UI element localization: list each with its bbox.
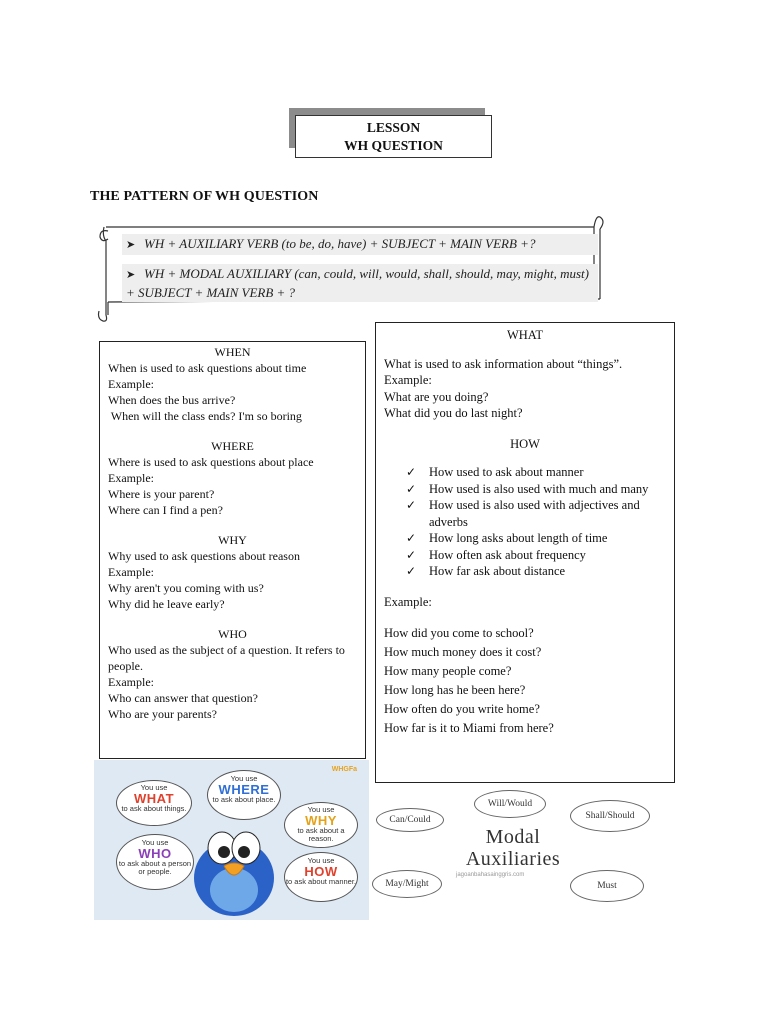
who-line: Who are your parents? [108, 707, 217, 721]
check-item: ✓ How used to ask about manner [406, 465, 584, 479]
who-bubble: You use WHO to ask about a person or people. [116, 834, 194, 890]
where-line: Where is used to ask questions about place [108, 455, 314, 469]
what-bubble: You use WHAT to ask about things. [116, 780, 192, 826]
what-line: What are you doing? [384, 389, 489, 404]
who-line: Who can answer that question? [108, 691, 258, 705]
what-line: What did you do last night? [384, 406, 523, 420]
how-example-label: Example: [384, 594, 432, 609]
where-line: Where can I find a pen? [108, 503, 223, 517]
when-heading: WHEN [214, 345, 251, 359]
why-line: Why aren't you coming with us? [108, 581, 264, 595]
pattern-text: WH + MODAL AUXILIARY (can, could, will, would, shall, should, may, might, must) + SUBJECT + MAIN VERB + ? [126, 266, 589, 300]
how-check-list [384, 464, 666, 580]
pattern-line-1 [122, 234, 598, 255]
where-line: Where is your parent? [108, 487, 215, 501]
why-heading: WHY [218, 533, 247, 547]
how-example: How far is it to Miami from here? [384, 721, 554, 735]
why-line: Example: [108, 565, 154, 579]
who-heading: WHO [218, 627, 247, 641]
how-heading: HOW [510, 436, 540, 451]
checkmark-icon: ✓ [406, 564, 417, 578]
when-line: When is used to ask questions about time [108, 361, 307, 375]
modal-bubble: Will/Would [474, 790, 546, 818]
who-line: Example: [108, 675, 154, 689]
where-bubble: You use WHERE to ask about place. [207, 770, 281, 820]
checkmark-icon: ✓ [406, 498, 417, 512]
why-line: Why used to ask questions about reason [108, 549, 300, 563]
check-item: ✓ How long asks about length of time [406, 531, 608, 545]
how-bubble: You use HOW to ask about manner. [284, 852, 358, 902]
checkmark-icon: ✓ [406, 465, 417, 479]
arrow-bullet-icon: ➤ [126, 239, 136, 251]
when-line: When does the bus arrive? [108, 393, 236, 407]
modal-bubble: May/Might [372, 870, 442, 898]
lesson-title: WH QUESTION [344, 138, 443, 153]
when-line: Example: [108, 377, 154, 391]
what-line: Example: [384, 373, 432, 387]
modal-title: Modal Auxiliaries [465, 826, 561, 870]
checkmark-icon: ✓ [406, 531, 417, 545]
checkmark-icon: ✓ [406, 481, 417, 496]
how-example: How many people come? [384, 664, 512, 678]
wh-cartoon-image [94, 760, 369, 920]
pattern-line-2 [122, 264, 598, 302]
modal-bubble: Can/Could [376, 808, 444, 832]
check-item: ✓ How often ask about frequency [406, 547, 586, 562]
checkmark-icon: ✓ [406, 547, 417, 562]
modal-auxiliaries-graphic [370, 788, 660, 908]
modal-url: jagoanbahasainggris.com [456, 872, 525, 878]
what-line: What is used to ask information about “things”. [384, 356, 623, 371]
left-info-box [99, 341, 366, 759]
lesson-title-box [295, 115, 492, 158]
lesson-label: LESSON [366, 120, 421, 135]
how-example: How long has he been here? [384, 683, 526, 697]
pattern-text: WH + AUXILIARY VERB (to be, do, have) + SUBJECT + MAIN VERB +? [144, 236, 536, 251]
how-example: How did you come to school? [384, 626, 534, 640]
right-info-box [375, 322, 675, 783]
what-heading: WHAT [506, 328, 544, 342]
check-item: ✓ How used is also used with much and many [406, 481, 649, 496]
how-example: How much money does it cost? [384, 645, 542, 659]
how-example: How often do you write home? [384, 702, 540, 716]
arrow-bullet-icon: ➤ [126, 269, 136, 281]
when-line: When will the class ends? I'm so boring [108, 409, 302, 423]
who-line: Who used as the subject of a question. It refers to people. [108, 643, 345, 673]
check-item: ✓ How far ask about distance [406, 564, 566, 578]
why-bubble: You use WHY to ask about a reason. [284, 802, 358, 848]
where-heading: WHERE [211, 439, 254, 453]
check-item: ✓ How used is also used with adjectives and adverbs [406, 498, 640, 529]
modal-bubble: Must [570, 870, 644, 902]
brand-logo: WHGFa [331, 766, 357, 773]
where-line: Example: [108, 471, 154, 485]
section-heading: THE PATTERN OF WH QUESTION [90, 189, 319, 204]
why-line: Why did he leave early? [108, 597, 225, 611]
modal-bubble: Shall/Should [570, 800, 650, 832]
